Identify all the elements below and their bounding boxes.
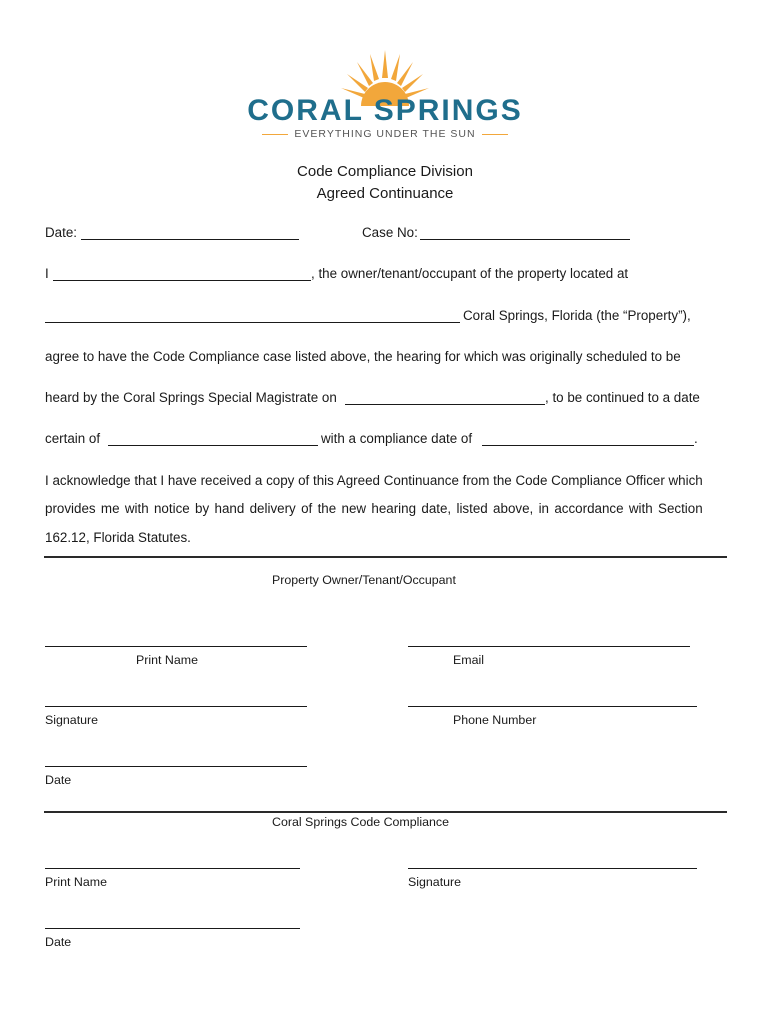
city-section-heading: Coral Springs Code Compliance xyxy=(272,815,449,829)
continued-date-field[interactable] xyxy=(108,445,318,446)
compliance-date-field[interactable] xyxy=(482,445,694,446)
owner-phone-field[interactable] xyxy=(408,706,697,707)
property-address-field[interactable] xyxy=(45,322,460,323)
officer-date-field[interactable] xyxy=(45,928,300,929)
division-title: Code Compliance Division xyxy=(297,163,473,180)
owner-date-field[interactable] xyxy=(45,766,307,767)
owner-name-field[interactable] xyxy=(53,280,311,281)
owner-email-label: Email xyxy=(453,653,484,667)
owner-signature-label: Signature xyxy=(45,713,99,727)
continued-text: , to be continued to a date xyxy=(545,390,700,405)
owner-phone-label: Phone Number xyxy=(453,713,537,727)
ack-line-1: I acknowledge that I have received a copy of this Agreed Continuance from the Code Compliance Officer which xyxy=(45,473,703,488)
heard-text: heard by the Coral Springs Special Magistrate on xyxy=(45,390,337,405)
officer-print-name-field[interactable] xyxy=(45,868,300,869)
date-field[interactable] xyxy=(81,239,299,240)
owner-section-heading: Property Owner/Tenant/Occupant xyxy=(272,573,456,587)
hearing-date-field[interactable] xyxy=(345,404,545,405)
owner-text: , the owner/tenant/occupant of the property located at xyxy=(311,266,629,281)
case-number-label: Case No: xyxy=(362,225,418,240)
period: . xyxy=(694,431,698,446)
officer-date-label: Date xyxy=(45,935,72,949)
owner-print-name-field[interactable] xyxy=(45,646,307,647)
i-label: I xyxy=(45,266,49,281)
certain-text: certain of xyxy=(45,431,101,446)
agree-text: agree to have the Code Compliance case listed above, the hearing for which was originally scheduled to be xyxy=(45,349,681,364)
compliance-text: with a compliance date of xyxy=(321,431,473,446)
logo-name: CORAL SPRINGS xyxy=(247,94,523,127)
owner-date-label: Date xyxy=(45,773,72,787)
date-label: Date: xyxy=(45,225,78,240)
ack-line-3: 162.12, Florida Statutes. xyxy=(45,530,191,545)
owner-email-field[interactable] xyxy=(408,646,690,647)
owner-section-rule xyxy=(44,556,727,558)
form-title: Agreed Continuance xyxy=(316,185,454,202)
logo-tagline: EVERYTHING UNDER THE SUN xyxy=(294,128,476,140)
property-text: Coral Springs, Florida (the “Property”), xyxy=(463,308,691,323)
owner-signature-field[interactable] xyxy=(45,706,307,707)
officer-signature-field[interactable] xyxy=(408,868,697,869)
officer-print-name-label: Print Name xyxy=(45,875,107,889)
city-section-rule xyxy=(44,811,727,813)
ack-line-2: provides me with notice by hand delivery of the new hearing date, listed above, in accordance with Section xyxy=(45,501,703,516)
case-number-field[interactable] xyxy=(420,239,630,240)
owner-print-name-label: Print Name xyxy=(136,653,198,667)
officer-signature-label: Signature xyxy=(408,875,462,889)
